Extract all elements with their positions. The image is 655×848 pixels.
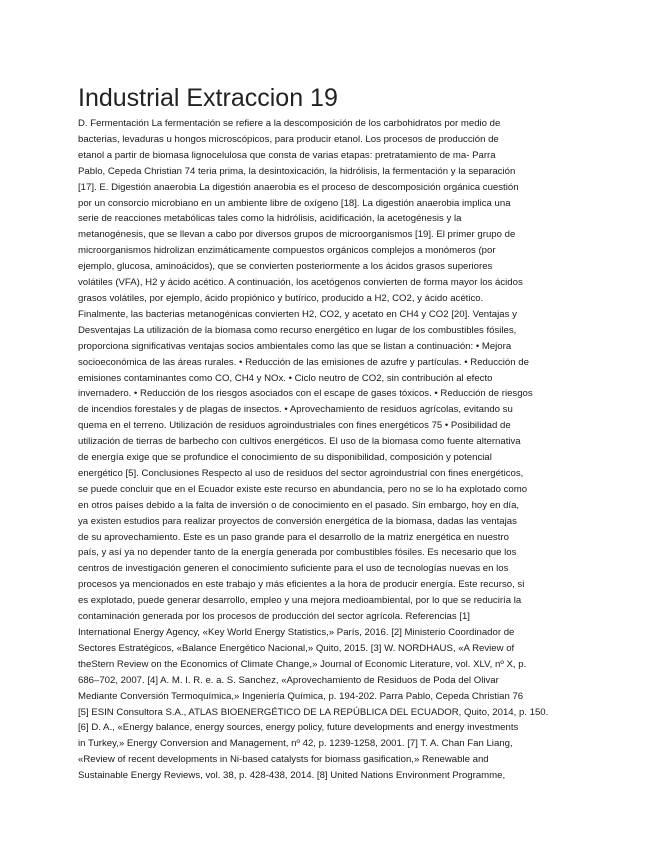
text-line: volátiles (VFA), H2 y ácido acético. A continuación, los acetógenos convierten de forma mayor los ácidos bbox=[78, 277, 523, 289]
text-line: quema en el terreno. Utilización de residuos agroindustriales con fines energéticos 75 • Posibilidad de bbox=[78, 420, 511, 432]
text-line: theStern Review on the Economics of Climate Change,» Journal of Economic Literature, vol. XLV, nº X, p. bbox=[78, 658, 527, 670]
text-line: [5] ESIN Consultora S.A., ATLAS BIOENERGÉTICO DE LA REPÚBLICA DEL ECUADOR, Quito, 2014, p. 150. bbox=[78, 706, 549, 718]
text-line: metanogénesis, que se llevan a cabo por diversos grupos de microorganismos [19]. El primer grupo de bbox=[78, 229, 516, 241]
text-line: [17]. E. Digestión anaerobia La digestión anaerobia es el proceso de descomposición orgánica cuestión bbox=[78, 181, 519, 193]
text-line: centros de investigación generen el conocimiento suficiente para el uso de tecnologías nuevas en los bbox=[78, 563, 509, 575]
text-line: en otros países debido a la falta de inversión o de conocimiento en el pasado. Sin embargo, hoy en día, bbox=[78, 499, 520, 511]
text-line: grasos volátiles, por ejemplo, ácido propiónico y butírico, producido a H2, CO2, y ácido acético. bbox=[78, 292, 484, 304]
text-line: in Turkey,» Energy Conversion and Management, nº 42, p. 1239-1258, 2001. [7] T. A. Chan Fan Liang, bbox=[78, 738, 513, 750]
text-line: de energía exige que se profundice el conocimiento de su disponibilidad, composición y potencial bbox=[78, 452, 492, 464]
text-line: utilización de tierras de barbecho con cultivos energéticos. El uso de la biomasa como fuente alternativa bbox=[78, 436, 521, 448]
text-line: Pablo, Cepeda Christian 74 teria prima, la desintoxicación, la hidrólisis, la fermentación y la separación bbox=[78, 165, 516, 177]
text-line: «Review of recent developments in Ni-based catalysts for biomass gasification,» Renewable and bbox=[78, 754, 489, 766]
text-line: [6] D. A., «Energy balance, energy sources, energy policy, future developments and energy investments bbox=[78, 722, 519, 734]
text-line: ejemplo, glucosa, aminoácidos), que se convierten posteriormente a los ácidos grasos superiores bbox=[78, 261, 493, 273]
text-line: 686–702, 2007. [4] A. M. I. R. e. a. S. Sanchez, «Aprovechamiento de Residuos de Poda del Olivar bbox=[78, 674, 499, 686]
text-line: ya existen estudios para realizar proyectos de conversión energética de la biomasa, dadas las ventajas bbox=[78, 515, 517, 527]
text-line: Sectores Estratégicos, «Balance Energético Nacional,» Quito, 2015. [3] W. NORDHAUS, «A Review of bbox=[78, 642, 515, 654]
text-line: se puede concluir que en el Ecuador existe este recurso en abundancia, pero no se lo ha explotado como bbox=[78, 483, 528, 495]
text-line: bacterias, levaduras u hongos microscópicos, para producir etanol. Los procesos de producción de bbox=[78, 133, 499, 145]
text-line: etanol a partir de biomasa lignocelulosa que consta de varias etapas: pretratamiento de ma- Parra bbox=[78, 149, 496, 161]
text-line: serie de reacciones metabólicas tales como la hidrólisis, acidificación, la acetogénesis y la bbox=[78, 213, 462, 225]
text-line: proporciona significativas ventajas socios ambientales como las que se listan a continuación: • Mejora bbox=[78, 340, 512, 352]
text-line: Mediante Conversión Termoquímica,» Ingeniería Química, p. 194-202. Parra Pablo, Cepeda Christian 76 bbox=[78, 690, 524, 702]
text-line: país, y así ya no depender tanto de la energía generada por combustibles fósiles. Es necesario que los bbox=[78, 547, 517, 559]
text-line: por un consorcio microbiano en un ambiente libre de oxígeno [18]. La digestión anaerobia implica una bbox=[78, 197, 511, 209]
text-line: microorganismos hidrolizan enzimáticamente compuestos orgánicos complejos a monómeros (por bbox=[78, 245, 496, 257]
text-line: es explotado, puede generar desarrollo, empleo y una mejora medioambiental, por lo que se reduciría la bbox=[78, 595, 522, 607]
text-line: D. Fermentación La fermentación se refiere a la descomposición de los carbohidratos por medio de bbox=[78, 118, 501, 129]
text-line: Sustainable Energy Reviews, vol. 38, p. 428-438, 2014. [8] United Nations Environment Programme, bbox=[78, 770, 506, 782]
text-line: de incendios forestales y de plagas de insectos. • Aprovechamiento de residuos agrícolas, evitando su bbox=[78, 404, 513, 416]
text-line: energético [5]. Conclusiones Respecto al uso de residuos del sector agroindustrial con fines energéticos, bbox=[78, 467, 524, 479]
text-line: International Energy Agency, «Key World Energy Statistics,» París, 2016. [2] Ministerio Coordinador de bbox=[78, 627, 515, 638]
text-line: emisiones contaminantes como CO, CH4 y NOx. • Ciclo neutro de CO2, sin contribución al efecto bbox=[78, 372, 493, 384]
text-line: Desventajas La utilización de la biomasa como recurso energético en lugar de los combustibles fósiles, bbox=[78, 324, 517, 336]
body-text bbox=[78, 116, 578, 784]
text-line: invernadero. • Reducción de los riesgos asociados con el escape de gases tóxicos. • Reducción de riesgos bbox=[78, 388, 533, 400]
text-line: procesos ya mencionados en este trabajo y más eficientes a la hora de producir energía. Este recurso, si bbox=[78, 579, 525, 591]
text-line: socioeconómica de las áreas rurales. • Reducción de las emisiones de azufre y partículas. • Reducción de bbox=[78, 356, 529, 368]
text-line: contaminación generada por los procesos de producción del sector agrícola. Referencias [1] bbox=[78, 611, 470, 623]
text-line: de su aprovechamiento. Este es un paso grande para el desarrollo de la matriz energética en nuestro bbox=[78, 531, 509, 543]
text-line: Finalmente, las bacterias metanogénicas convierten H2, CO2, y acetato en CH4 y CO2 [20]. Ventajas y bbox=[78, 308, 517, 320]
page-title: Industrial Extraccion 19 bbox=[78, 84, 338, 112]
